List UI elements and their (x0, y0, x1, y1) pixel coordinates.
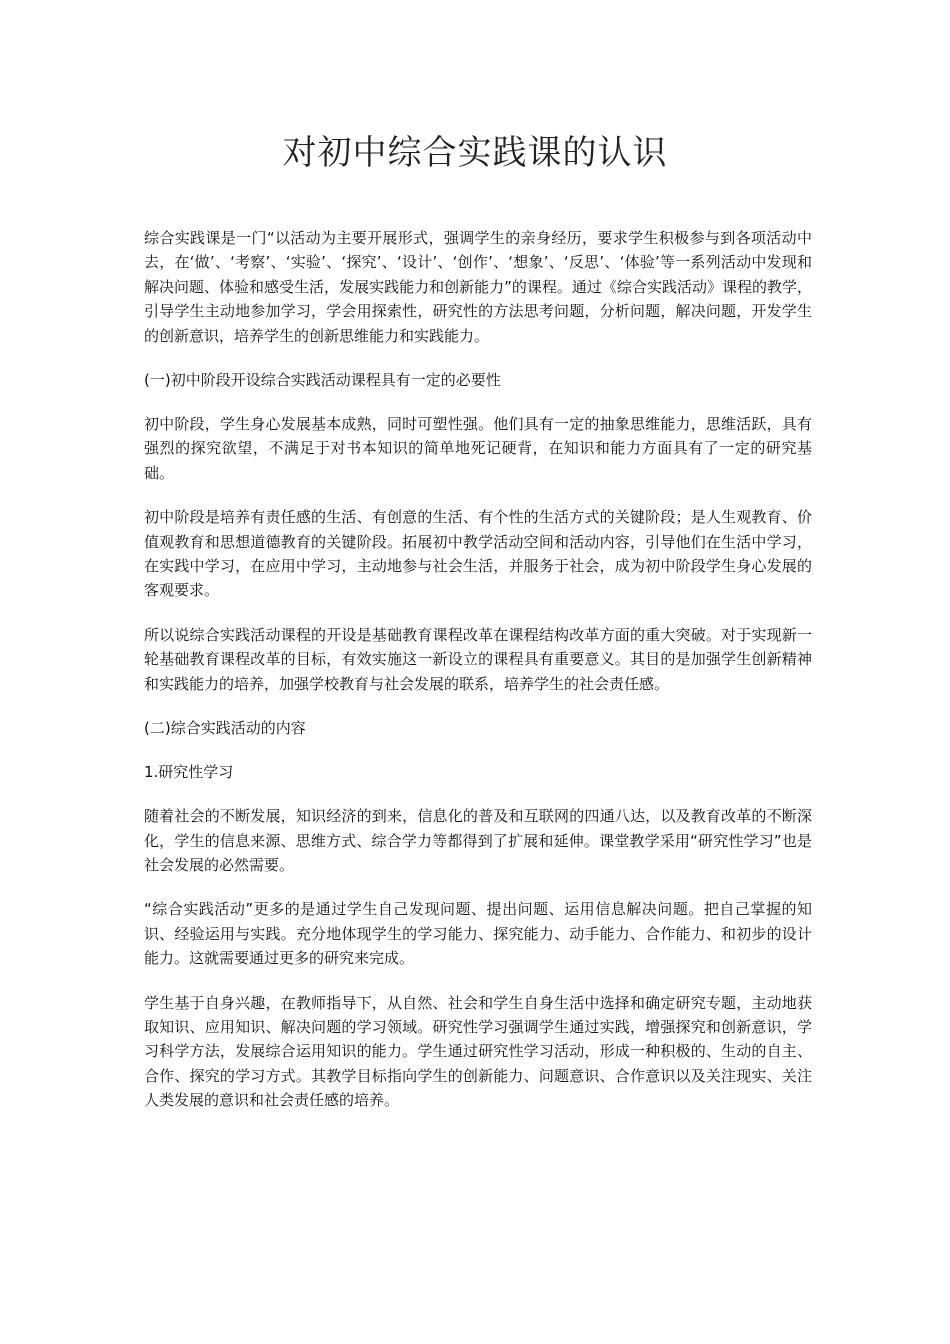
paragraph-key-stage: 初中阶段是培养有责任感的生活、有创意的生活、有个性的生活方式的关键阶段；是人生观教育、价值观教育和思想道德教育的关键阶段。拓展初中教学活动空间和活动内容，引导他们在生活中学习，在实践中学习，在应用中学习，主动地参与社会生活，并服务于社会，成为初中阶段学生身心发展的客观要求。 (144, 508, 812, 600)
paragraph-social-development: 随着社会的不断发展，知识经济的到来，信息化的普及和互联网的四通八达，以及教育改革的不断深化，学生的信息来源、思维方式、综合学力等都得到了扩展和延伸。课堂教学采用“研究性学习”也是社会发展的必然需要。 (144, 807, 812, 874)
paragraph-student-development: 初中阶段，学生身心发展基本成熟，同时可塑性强。他们具有一定的抽象思维能力，思维活跃，具有强烈的探究欲望，不满足于对书本知识的简单地死记硬背，在知识和能力方面具有了一定的研究基础。 (144, 415, 812, 482)
subsection-heading-research-learning: 1.研究性学习 (144, 763, 234, 782)
paragraph-practice-activity: “综合实践活动”更多的是通过学生自己发现问题、提出问题、运用信息解决问题。把自己掌握的知识、经验运用与实践。充分地体现学生的学习能力、探究能力、动手能力、合作能力、和初步的设计能力。这就需要通过更多的研究来完成。 (144, 900, 812, 968)
paragraph-curriculum-reform: 所以说综合实践活动课程的开设是基础教育课程改革在课程结构改革方面的重大突破。对于实现新一轮基础教育课程改革的目标，有效实施这一新设立的课程具有重要意义。其目的是加强学生创新精神和实践能力的培养，加强学校教育与社会发展的联系，培养学生的社会责任感。 (144, 625, 812, 693)
paragraph-learning-goals: 学生基于自身兴趣，在教师指导下，从自然、社会和学生自身生活中选择和确定研究专题，主动地获取知识、应用知识、解决问题的学习领域。研究性学习强调学生通过实践，增强探究和创新意识，学习科学方法，发展综合运用知识的能力。学生通过研究性学习活动，形成一种积极的、生动的自主、合作、探究的学习方式。其教学目标指向学生的创新能力、问题意识、合作意识以及关注现实、关注人类发展的意识和社会责任感的培养。 (144, 993, 812, 1110)
section-heading-necessity: (一)初中阶段开设综合实践活动课程具有一定的必要性 (144, 371, 501, 390)
document-body (144, 226, 812, 1133)
section-heading-content: (二)综合实践活动的内容 (144, 719, 306, 738)
page-title: 对初中综合实践课的认识 (282, 133, 668, 173)
paragraph-intro: 综合实践课是一门“以活动为主要开展形式，强调学生的亲身经历，要求学生积极参与到各项活动中去，在‘做’、‘考察’、‘实验’、‘探究’、‘设计’、‘创作’、‘想象’、‘反思’、‘体验’等一系列活动中发现和解决问题、体验和感受生活，发展实践能力和创新能力”的课程。通过《综合实践活动》课程的教学，引导学生主动地参加学习，学会用探索性，研究性的方法思考问题，分析问题，解决问题，开发学生的创新意识，培养学生的创新思维能力和实践能力。 (144, 229, 812, 345)
